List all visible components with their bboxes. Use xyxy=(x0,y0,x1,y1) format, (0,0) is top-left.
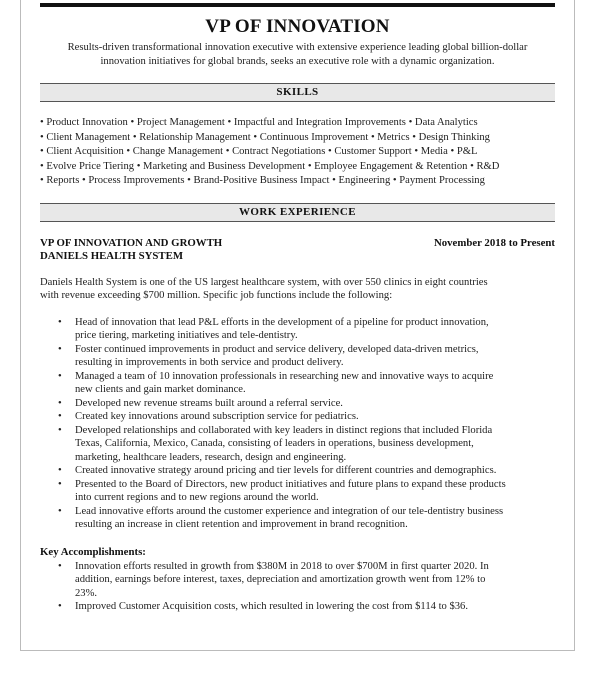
header-rule xyxy=(40,3,555,7)
duty-item-line: Head of innovation that lead P&L efforts in the development of a pipeline for product innovation, xyxy=(75,316,489,328)
duty-item-line: Presented to the Board of Directors, new product initiatives and future plans to expand these products xyxy=(75,478,506,490)
skills-line: • Product Innovation • Project Management • Impactful and Integration Improvements • Data Analytics xyxy=(40,117,478,128)
duty-item xyxy=(40,316,555,343)
duty-item-line: new clients and gain market dominance. xyxy=(75,384,246,396)
work-experience-heading: WORK EXPERIENCE xyxy=(40,203,555,222)
accomplishments-list xyxy=(40,560,555,614)
bullet-marker: • xyxy=(58,370,62,382)
page-border-bottom xyxy=(20,650,575,651)
bullet-marker: • xyxy=(58,465,62,477)
duty-item xyxy=(40,410,555,424)
duty-item xyxy=(40,424,555,465)
skills-line: • Client Acquisition • Change Management • Contract Negotiations • Customer Support • Media • P&L xyxy=(40,146,478,158)
accomplishments-heading: Key Accomplishments: xyxy=(40,545,146,558)
duties-list xyxy=(40,316,555,532)
bullet-marker: • xyxy=(58,424,62,436)
skills-heading: SKILLS xyxy=(40,83,555,102)
duty-item-line: resulting in improvements in both service and product delivery. xyxy=(75,357,344,369)
skills-line: • Evolve Price Tiering • Marketing and Business Development • Employee Engagement & Retention • R&D xyxy=(40,160,500,172)
bullet-marker: • xyxy=(58,343,62,355)
duty-item-line: marketing, healthcare leaders, research, design and engineering. xyxy=(75,451,347,463)
job-header xyxy=(40,237,555,250)
duty-item xyxy=(40,343,555,370)
summary-line: Results-driven transformational innovation executive with extensive experience leading global billion-dollar xyxy=(67,42,528,53)
bullet-marker: • xyxy=(58,478,62,490)
summary-line: innovation initiatives for global brands, seeks an executive role with a dynamic organization. xyxy=(100,56,495,67)
duty-item xyxy=(40,370,555,397)
accomplishment-item-line: Improved Customer Acquisition costs, which resulted in lowering the cost from $114 to $36. xyxy=(75,601,468,613)
job-title: VP OF INNOVATION AND GROWTH xyxy=(40,236,223,249)
skills-line: • Client Management • Relationship Management • Continuous Improvement • Metrics • Design Thinking xyxy=(40,131,490,143)
skills-line: • Reports • Process Improvements • Brand-Positive Business Impact • Engineering • Payment Processing xyxy=(40,175,485,187)
accomplishment-item xyxy=(40,600,555,614)
accomplishment-item-line: Innovation efforts resulted in growth from $380M in 2018 to over $700M in first quarter 2020. In xyxy=(75,560,489,572)
duty-item-line: resulting an increase in client retention and improvement in brand recognition. xyxy=(75,519,408,531)
bullet-marker: • xyxy=(58,411,62,423)
duty-item-line: Texas, California, Mexico, Canada, consisting of leaders in operations, business development, xyxy=(75,438,474,450)
accomplishment-item xyxy=(40,560,555,601)
duty-item-line: Managed a team of 10 innovation professionals in researching new and innovative ways to acquire xyxy=(75,370,494,382)
job-intro xyxy=(40,276,555,303)
resume-content xyxy=(40,0,555,614)
intro-line: with revenue exceeding $700 million. Specific job functions include the following: xyxy=(40,290,393,302)
skills-list xyxy=(40,116,555,189)
bullet-marker: • xyxy=(58,397,62,409)
duty-item xyxy=(40,478,555,505)
accomplishment-item-line: 23%. xyxy=(75,587,98,599)
bullet-marker: • xyxy=(58,560,62,572)
duty-item-line: Created key innovations around subscription service for pediatrics. xyxy=(75,411,359,423)
duty-item-line: into current regions and to new regions around the world. xyxy=(75,492,319,504)
bullet-marker: • xyxy=(58,505,62,517)
duty-item-line: Created innovative strategy around pricing and tier levels for different countries and demographics. xyxy=(75,465,497,477)
accomplishment-item-line: addition, earnings before interest, taxes, depreciation and amortization growth went from 12% to xyxy=(75,574,486,586)
duty-item-line: Developed new revenue streams built around a referral service. xyxy=(75,397,343,409)
company-name: DANIELS HEALTH SYSTEM xyxy=(40,249,184,262)
page-border-left xyxy=(20,0,21,650)
duty-item xyxy=(40,505,555,532)
duty-item xyxy=(40,464,555,478)
duty-item-line: Developed relationships and collaborated with key leaders in distinct regions that included Florida xyxy=(75,424,493,436)
duty-item xyxy=(40,397,555,411)
summary xyxy=(40,41,555,69)
duty-item-line: price tiering, marketing initiatives and tele-dentistry. xyxy=(75,330,298,342)
bullet-marker: • xyxy=(58,316,62,328)
page-border-right xyxy=(574,0,575,650)
duty-item-line: Foster continued improvements in product and service delivery, developed data-driven metrics, xyxy=(75,343,479,355)
duty-item-line: Lead innovative efforts around the customer experience and integration of our tele-dentistry business xyxy=(75,505,504,517)
resume-title: VP OF INNOVATION xyxy=(205,16,390,37)
intro-line: Daniels Health System is one of the US largest healthcare system, with over 550 clinics in eight countries xyxy=(40,276,488,288)
bullet-marker: • xyxy=(58,601,62,613)
job-dates: November 2018 to Present xyxy=(433,236,555,249)
